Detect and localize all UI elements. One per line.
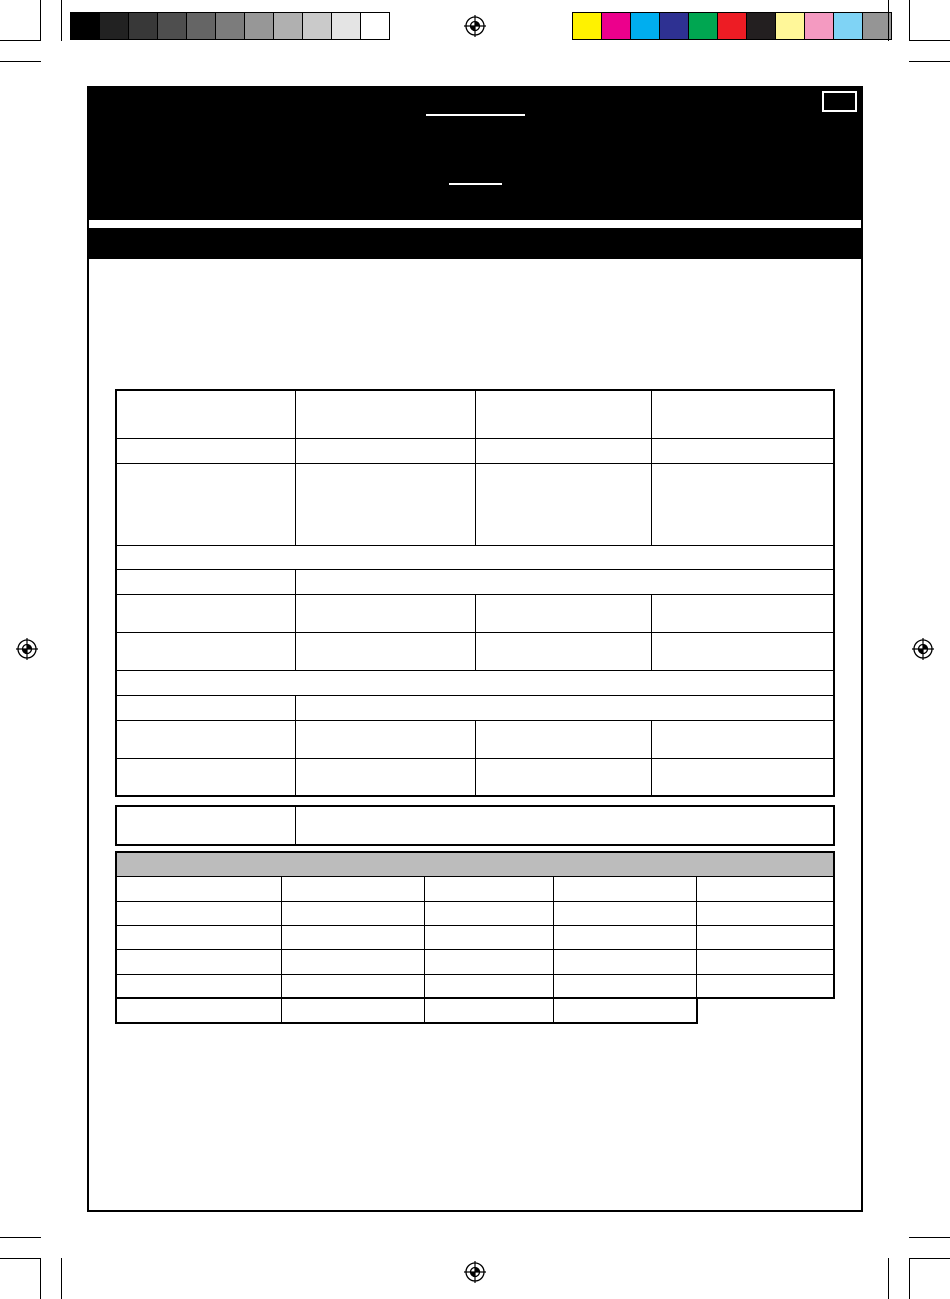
list-table-cell xyxy=(281,901,425,926)
header-title-underline xyxy=(426,114,525,116)
spec-table-cell xyxy=(116,632,296,671)
grayscale-swatch-7 xyxy=(244,13,273,39)
list-table-cell xyxy=(424,876,554,902)
process-color-swatch-1 xyxy=(573,13,601,39)
list-table-cell xyxy=(281,876,425,902)
list-table-cell xyxy=(281,974,425,999)
grayscale-swatch-10 xyxy=(331,13,360,39)
list-table-cell xyxy=(553,998,697,1023)
list-table-cell xyxy=(553,949,697,975)
list-table-cell xyxy=(696,925,834,950)
spec-table-group-row xyxy=(116,670,834,696)
spec-table-cell xyxy=(651,438,834,464)
process-color-swatch-4 xyxy=(659,13,688,39)
spec-table-cell xyxy=(116,463,296,546)
summary-table-label-cell xyxy=(116,806,296,845)
grayscale-swatch-2 xyxy=(99,13,128,39)
spec-table-header-cell xyxy=(651,390,834,439)
section-title-band xyxy=(87,228,863,259)
spec-table-cell xyxy=(475,463,652,546)
grayscale-swatch-11 xyxy=(360,13,389,39)
spec-table-cell xyxy=(475,758,652,796)
grayscale-swatch-5 xyxy=(186,13,215,39)
spec-table-cell xyxy=(295,463,476,546)
spec-table-cell xyxy=(651,632,834,671)
list-table-cell xyxy=(696,876,834,902)
grayscale-swatch-3 xyxy=(128,13,157,39)
list-table-cell xyxy=(116,974,282,999)
grayscale-swatch-1 xyxy=(71,13,99,39)
spec-table-cell xyxy=(116,758,296,796)
list-table-cell xyxy=(116,925,282,950)
process-color-swatch-8 xyxy=(775,13,804,39)
process-color-swatch-9 xyxy=(804,13,833,39)
list-table-cell xyxy=(424,974,554,999)
grayscale-swatch-4 xyxy=(157,13,186,39)
spec-table-group-row xyxy=(116,545,834,570)
spec-table-span-cell xyxy=(295,695,834,721)
spec-table-cell xyxy=(475,720,652,759)
registration-target-icon xyxy=(464,15,486,37)
spec-table-label-cell xyxy=(116,695,296,721)
list-table-cell xyxy=(553,876,697,902)
list-table-cell xyxy=(281,949,425,975)
spec-table-cell xyxy=(295,758,476,796)
spec-table-cell xyxy=(116,720,296,759)
spec-table-cell xyxy=(116,438,296,464)
spec-table-cell xyxy=(651,594,834,633)
list-table-cell xyxy=(696,949,834,975)
process-color-swatch-11 xyxy=(862,13,891,39)
list-table-cell xyxy=(116,949,282,975)
registration-target-icon xyxy=(464,1261,486,1283)
registration-target-icon xyxy=(16,638,38,660)
spec-table-header-cell xyxy=(116,390,296,439)
list-table-cell xyxy=(116,901,282,926)
page-header-band xyxy=(87,86,863,220)
list-table-cell xyxy=(116,998,282,1023)
list-table-cell xyxy=(424,925,554,950)
process-color-swatch-6 xyxy=(717,13,746,39)
list-table-cell xyxy=(116,876,282,902)
spec-table-cell xyxy=(116,594,296,633)
spec-table-cell xyxy=(295,438,476,464)
process-color-swatch-2 xyxy=(601,13,630,39)
list-table-cell xyxy=(696,901,834,926)
process-color-bar xyxy=(572,12,892,40)
list-table-header-band xyxy=(116,852,834,877)
list-table-cell xyxy=(424,949,554,975)
process-color-swatch-5 xyxy=(688,13,717,39)
spec-table-cell xyxy=(475,438,652,464)
registration-target-icon xyxy=(912,638,934,660)
spec-table-header-cell xyxy=(475,390,652,439)
spec-table-cell xyxy=(651,463,834,546)
grayscale-color-bar xyxy=(70,12,390,40)
summary-table-value-cell xyxy=(295,806,834,845)
list-table-cell xyxy=(696,974,834,999)
grayscale-swatch-6 xyxy=(215,13,244,39)
list-table-cell xyxy=(281,925,425,950)
list-table-cell xyxy=(553,925,697,950)
process-color-swatch-3 xyxy=(630,13,659,39)
list-table-cell xyxy=(281,998,425,1023)
process-color-swatch-7 xyxy=(746,13,775,39)
list-table-cell xyxy=(424,998,554,1023)
spec-table-header-cell xyxy=(295,390,476,439)
spec-table-cell xyxy=(651,720,834,759)
spec-table-cell xyxy=(475,632,652,671)
page-number-box xyxy=(822,91,857,112)
spec-table-span-cell xyxy=(295,569,834,595)
spec-table-cell xyxy=(295,594,476,633)
spec-table-cell xyxy=(295,720,476,759)
list-table-cell xyxy=(553,974,697,999)
grayscale-swatch-8 xyxy=(273,13,302,39)
header-subtitle-underline xyxy=(449,183,502,185)
spec-table-cell xyxy=(295,632,476,671)
list-table-cell xyxy=(553,901,697,926)
spec-table-cell xyxy=(475,594,652,633)
list-table-cell xyxy=(424,901,554,926)
spec-table-label-cell xyxy=(116,569,296,595)
spec-table-cell xyxy=(651,758,834,796)
grayscale-swatch-9 xyxy=(302,13,331,39)
process-color-swatch-10 xyxy=(833,13,862,39)
